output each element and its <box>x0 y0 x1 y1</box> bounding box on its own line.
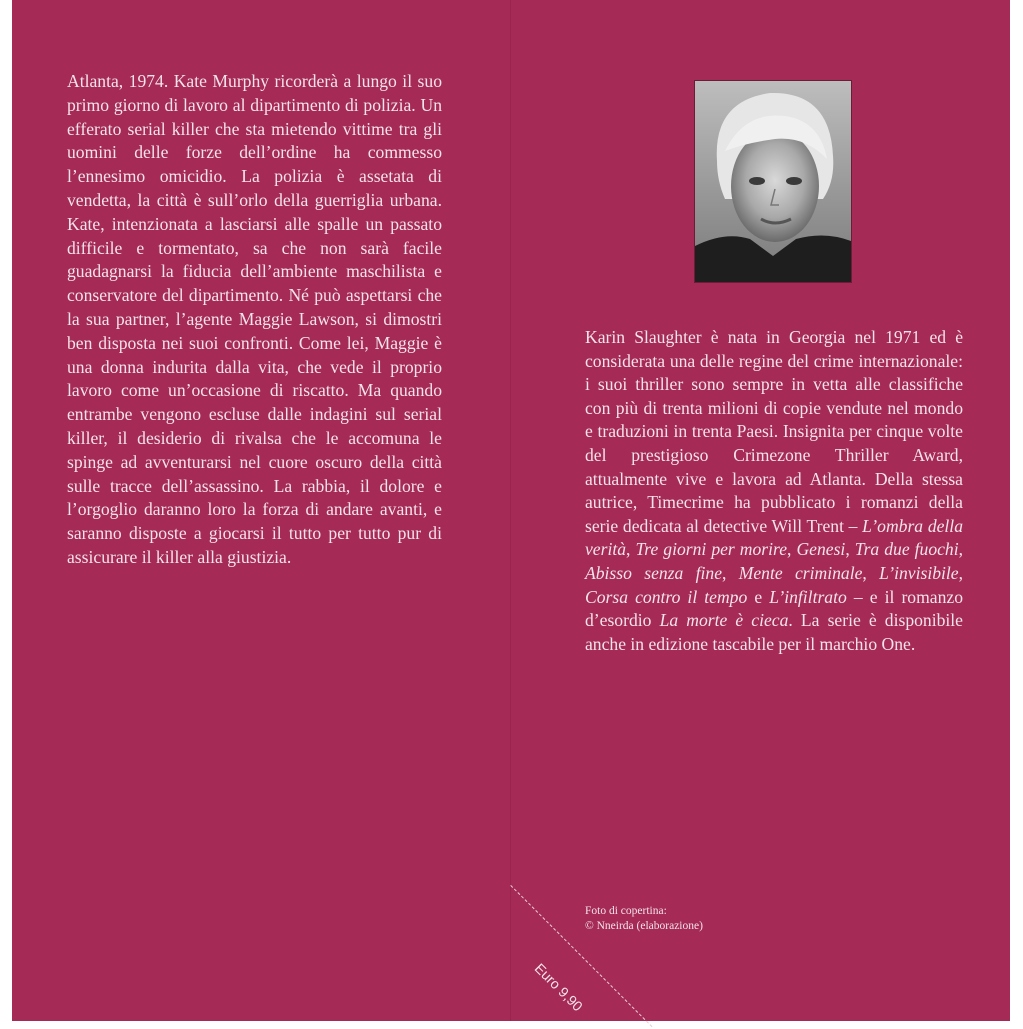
bio-outro: . La serie è disponibile anche in edizione tascabile per il marchio One. <box>585 610 963 654</box>
separator: , <box>845 539 855 560</box>
debut-title: La morte è cieca <box>659 610 789 631</box>
photo-credit <box>585 904 703 934</box>
book-title: Genesi <box>796 539 846 560</box>
right-flap <box>511 0 1010 1021</box>
author-portrait-image <box>695 81 851 282</box>
left-flap <box>12 0 511 1021</box>
synopsis-text: Atlanta, 1974. Kate Murphy ricorderà a lungo il suo primo giorno di lavoro al dipartimento di polizia. Un efferato serial killer che sta mietendo vittime tra gli uomini delle forze dell’ordine ha commesso l’ennesimo omicidio. La polizia è assetata di vendetta, la città è sull’orlo della guerriglia urbana. Kate, intenzionata a lasciarsi alle spalle un passato difficile e tormentato, sa che non sarà facile guadagnarsi la fiducia dell’ambiente maschilista e conservatore del dipartimento. Né può aspettarsi che la sua partner, l’agente Maggie Lawson, si dimostri ben disposta nei suoi confronti. Come lei, Maggie è una donna indurita dalla vita, che vede il proprio lavoro come un’occasione di riscatto. Ma quando entrambe vengono escluse dalle indagini sul serial killer, il desiderio di rivalsa che le accomuna le spinge ad avventurarsi nel cuore oscuro della città sulle tracce dell’assassino. La rabbia, il dolore e l’orgoglio daranno loro la forza di andare avanti, e saranno disposte a giocarsi il tutto per tutto pur di assicurare il killer alla giustizia. <box>67 71 442 567</box>
photo-credit-label: Foto di copertina: <box>585 905 667 917</box>
photo-credit-source: © Nneirda (elaborazione) <box>585 920 703 932</box>
separator: , <box>626 539 636 560</box>
separator: , <box>722 562 739 583</box>
separator: , <box>862 562 880 583</box>
book-title: Tre giorni per morire <box>635 539 788 560</box>
bio-mid: – e il romanzo d’esordio <box>585 586 963 631</box>
book-title: L’infiltrato <box>769 586 847 607</box>
book-title: L’invisibile <box>879 562 959 583</box>
separator: , <box>958 539 964 560</box>
book-back-cover-spread <box>12 0 1010 1021</box>
book-title: Tra due fuochi <box>854 539 959 560</box>
book-title: Abisso senza fine <box>585 562 722 583</box>
book-title: Mente criminale <box>738 562 863 583</box>
separator: e <box>747 586 770 607</box>
bio-intro: Karin Slaughter è nata in Georgia nel 1971 ed è considerata una delle regine del crime internazionale: i suoi thriller sono sempre in vetta alle classifiche con più di trenta milioni di copie vendute nel mondo e traduzioni in trenta Paesi. Insignita per cinque volte del prestigioso Crimezone Thriller Award, attualmente vive e lavora ad Atlanta. Della stessa autrice, Timecrime ha pubblicato i romanzi della serie dedicata al detective Will Trent – <box>585 327 963 536</box>
author-photo <box>694 80 852 283</box>
author-bio <box>585 326 963 656</box>
book-title: Corsa contro il tempo <box>585 586 748 607</box>
price-label: Euro 9,90 <box>531 960 586 1015</box>
book-title: L’ombra della verità <box>585 515 963 560</box>
separator: , <box>787 539 797 560</box>
separator: , <box>958 562 963 583</box>
